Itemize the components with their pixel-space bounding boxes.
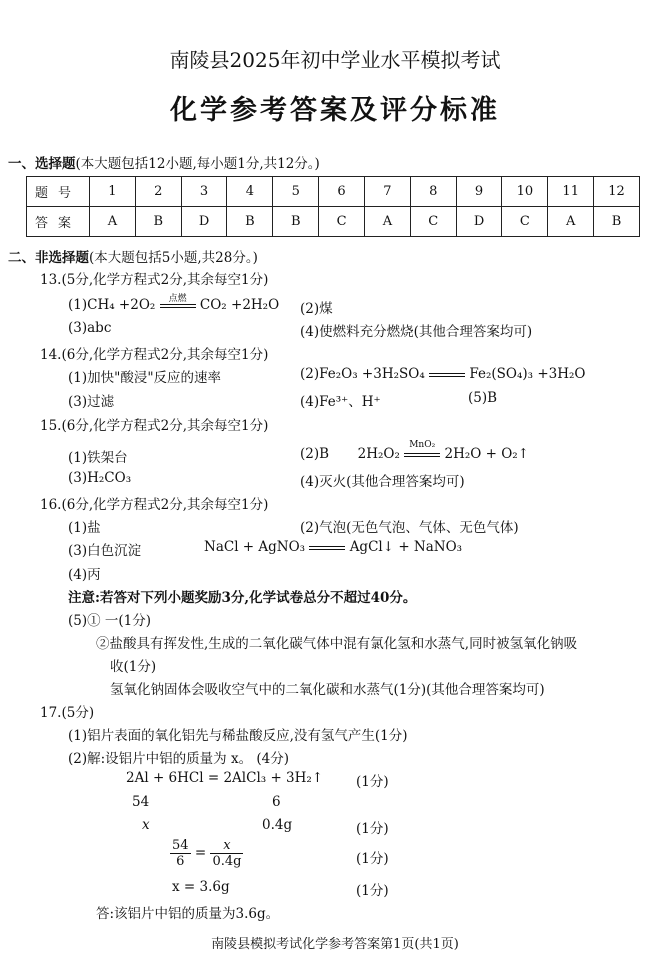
q13-equation-right: CO₂ +2H₂O [199, 297, 280, 313]
q15-answer-3: (3)H₂CO₃ [68, 470, 132, 486]
fraction-left-denominator: 6 [176, 854, 185, 869]
answer-cell: C [319, 207, 365, 237]
q13-equation-left: (1)CH₄ +2O₂ [68, 297, 156, 313]
fraction-right-denominator: 0.4g [212, 854, 242, 869]
answer-cell: B [227, 207, 273, 237]
q17-heading: 17.(5分) [40, 705, 95, 721]
part1-description: (本大题包括12小题,每小题1分,共12分。) [75, 156, 320, 172]
answer-key-title: 化学参考答案及评分标准 [170, 95, 500, 126]
answer-cell: A [90, 207, 136, 237]
q17-hydrogen-mass: 0.4g [262, 817, 293, 833]
q13-answer-4: (4)使燃料充分燃烧(其他合理答案均可) [300, 324, 533, 340]
q17-result: x = 3.6g [172, 879, 230, 895]
question-number-row [27, 177, 640, 207]
question-number-cell: 6 [319, 177, 365, 207]
reaction-equals-sign [160, 293, 196, 308]
q16-answer-5-2-line1: ②盐酸具有挥发性,生成的二氧化碳气体中混有氯化氢和水蒸气,同时被氢氧化钠吸 [96, 636, 578, 652]
answer-cell: C [410, 207, 456, 237]
question-number-cell: 2 [135, 177, 181, 207]
q17-point-2: (1分) [356, 821, 389, 837]
q17-answer-1: (1)铝片表面的氧化铝先与稀盐酸反应,没有氢气产生(1分) [68, 728, 408, 744]
q14-answer-2 [300, 366, 586, 382]
q17-proportion [170, 838, 243, 869]
q16-answer-5-2-line3: 氢氧化钠固体会吸收空气中的二氧化碳和水蒸气(1分)(其他合理答案均可) [110, 682, 545, 698]
question-number-header: 题号 [27, 177, 90, 207]
q13-heading: 13.(5分,化学方程式2分,其余每空1分) [40, 272, 269, 288]
part2-description: (本大题包括5小题,共28分。) [89, 250, 258, 266]
q13-answer-2: (2)煤 [300, 301, 333, 317]
question-number-cell: 3 [181, 177, 227, 207]
q17-molar-mass-al: 54 [132, 794, 150, 810]
q14-equation-left: (2)Fe₂O₃ +3H₂SO₄ [300, 366, 425, 382]
q14-answer-5: (5)B [468, 390, 498, 406]
q15-heading: 15.(6分,化学方程式2分,其余每空1分) [40, 418, 269, 434]
q15-answer-2 [300, 439, 530, 462]
part2-heading [8, 246, 258, 266]
q16-heading: 16.(6分,化学方程式2分,其余每空1分) [40, 497, 269, 513]
question-number-cell: 12 [594, 177, 640, 207]
q15-equation-left: 2H₂O₂ [357, 446, 400, 462]
fraction-left [170, 838, 191, 869]
question-number-cell: 11 [548, 177, 594, 207]
question-number-cell: 5 [273, 177, 319, 207]
part1-heading-label: 一、选择题 [8, 156, 76, 172]
answer-cell: A [364, 207, 410, 237]
question-number-cell: 4 [227, 177, 273, 207]
question-number-cell: 1 [90, 177, 136, 207]
fraction-right [210, 838, 243, 869]
q13-answer-3: (3)abc [68, 320, 112, 336]
q13-answer-1 [68, 293, 280, 313]
reaction-equals-sign [429, 373, 465, 377]
q17-molar-mass-h2: 6 [272, 794, 281, 810]
question-number-cell: 9 [456, 177, 502, 207]
q16-answer-1: (1)盐 [68, 520, 101, 536]
answer-cell: A [548, 207, 594, 237]
q17-equation: 2Al + 6HCl = 2AlCl₃ + 3H₂↑ [126, 770, 324, 786]
q16-answer-4: (4)丙 [68, 567, 101, 583]
q16-answer-5-2-line2: 收(1分) [110, 659, 157, 675]
q16-answer-5-1: (5)① 一(1分) [68, 613, 152, 629]
answer-cell: C [502, 207, 548, 237]
q14-heading: 14.(6分,化学方程式2分,其余每空1分) [40, 347, 269, 363]
q17-answer-2: (2)解:设铝片中铝的质量为 x。 (4分) [68, 751, 289, 767]
answer-cell: B [273, 207, 319, 237]
q17-point-3: (1分) [356, 851, 389, 867]
q16-equation-left: NaCl + AgNO₃ [204, 539, 306, 555]
q14-equation-right: Fe₂(SO₄)₃ +3H₂O [469, 366, 586, 382]
q15-equation-right: 2H₂O + O₂↑ [444, 446, 530, 462]
q17-point-4: (1分) [356, 883, 389, 899]
answer-header: 答案 [27, 207, 90, 237]
q14-answer-3: (3)过滤 [68, 394, 115, 410]
q17-unknown-x: x [142, 817, 150, 833]
question-number-cell: 10 [502, 177, 548, 207]
answer-cell: B [594, 207, 640, 237]
q17-final-answer: 答:该铝片中铝的质量为3.6g。 [96, 906, 280, 922]
page-footer: 南陵县模拟考试化学参考答案第1页(共1页) [211, 937, 459, 952]
bonus-note: 注意:若答对下列小题奖励3分,化学试卷总分不超过40分。 [68, 590, 417, 606]
proportion-equals: = [194, 845, 207, 861]
q17-point-1: (1分) [356, 774, 389, 790]
question-number-cell: 7 [364, 177, 410, 207]
q15-answer-4: (4)灭火(其他合理答案均可) [300, 474, 465, 490]
q16-equation-right: AgCl↓ + NaNO₃ [349, 539, 463, 555]
q15-answer-2-choice: (2)B [300, 446, 330, 462]
q16-equation [204, 539, 462, 555]
question-number-cell: 8 [410, 177, 456, 207]
answer-cell: D [456, 207, 502, 237]
q15-answer-1: (1)铁架台 [68, 450, 128, 466]
part1-heading [8, 152, 320, 172]
q16-answer-2: (2)气泡(无色气泡、气体、无色气体) [300, 520, 519, 536]
answer-cell: D [181, 207, 227, 237]
answer-row [27, 207, 640, 237]
exam-title: 南陵县2025年初中学业水平模拟考试 [169, 48, 501, 72]
reaction-equals-sign [404, 439, 440, 457]
fraction-left-numerator: 54 [172, 838, 189, 853]
reaction-condition: 点燃 [168, 293, 187, 304]
q16-answer-3: (3)白色沉淀 [68, 543, 142, 559]
answer-cell: B [135, 207, 181, 237]
fraction-right-numerator: x [210, 838, 243, 854]
part2-heading-label: 二、非选择题 [8, 250, 89, 266]
q14-answer-4: (4)Fe³⁺、H⁺ [300, 394, 381, 410]
choice-answer-table [26, 176, 640, 237]
q14-answer-1: (1)加快"酸浸"反应的速率 [68, 370, 222, 386]
reaction-equals-sign [309, 546, 345, 550]
reaction-catalyst: MnO₂ [409, 439, 436, 450]
